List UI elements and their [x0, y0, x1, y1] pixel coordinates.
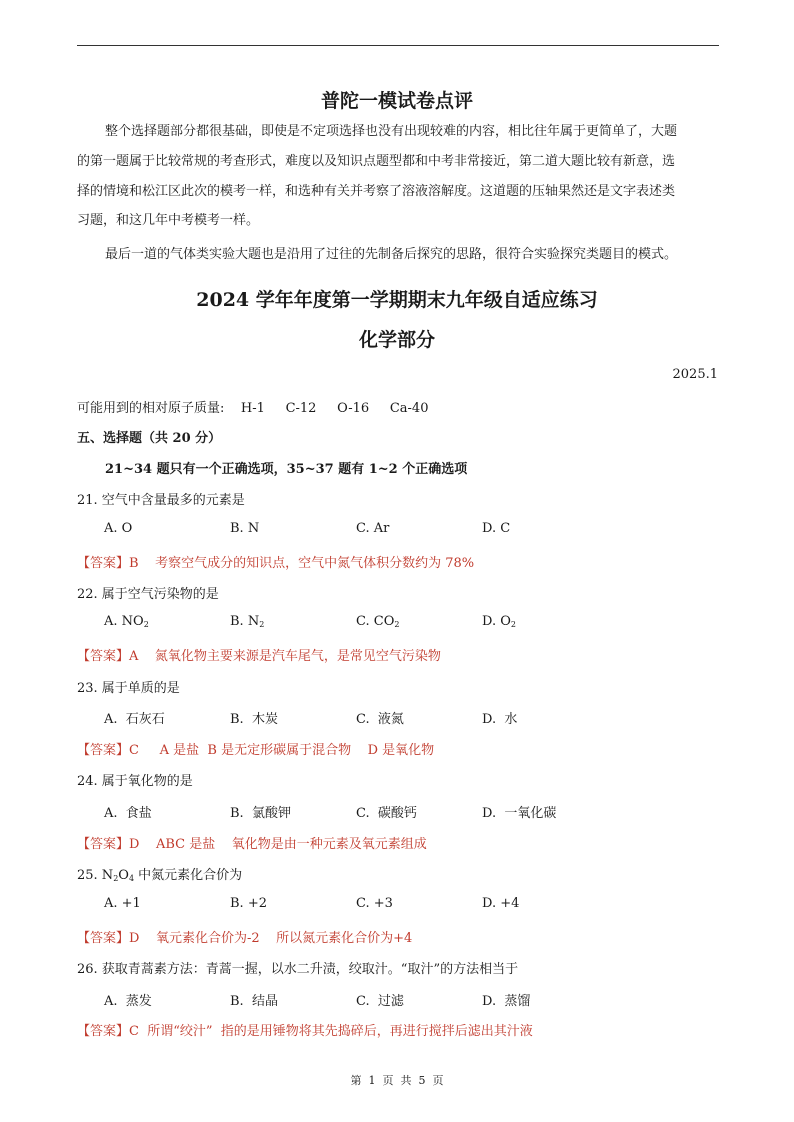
- option-a: A. O: [104, 521, 133, 536]
- question-stem: 23. 属于单质的是: [77, 681, 180, 696]
- option-c: C. Ar: [356, 521, 390, 536]
- option-a: A. 蒸发: [104, 994, 152, 1009]
- question-stem: 22. 属于空气污染物的是: [77, 587, 219, 602]
- option-c: C. 碳酸钙: [356, 806, 417, 821]
- option-d: D. C: [482, 521, 511, 536]
- option-a: A. $NO_2$: [104, 614, 149, 629]
- option-c: C. $CO_2$: [356, 614, 400, 629]
- option-d: D. +4: [482, 896, 520, 911]
- answer-line: 【答案】A 氮氧化物主要来源是汽车尾气，是常见空气污染物: [77, 649, 441, 664]
- section-title: 五、选择题（共 20 分）: [77, 431, 222, 446]
- atomic-mass-line: 可能用到的相对原子质量: H-1 C-12 O-16 Ca-40: [77, 401, 429, 416]
- review-line-1: 整个选择题部分都很基础，即使是不定项选择也没有出现较难的内容，相比往年属于更简单了，大题: [105, 124, 678, 139]
- section-note: 21~34 题只有一个正确选项，35~37 题有 1~2 个正确选项: [105, 462, 468, 477]
- answer-line: 【答案】C 所谓“绞汁” 指的是用锤物将其先捣碎后，再进行搅拌后滤出其汁液: [77, 1024, 533, 1039]
- option-b: B. 结晶: [230, 994, 278, 1009]
- question-stem: 21. 空气中含量最多的元素是: [77, 493, 245, 508]
- review-title: 普陀一模试卷点评: [320, 90, 473, 112]
- option-a: A. 食盐: [104, 806, 152, 821]
- exam-title: 2024 学年年度第一学期期末九年级自适应练习: [196, 289, 598, 311]
- option-b: B. 氯酸钾: [230, 806, 291, 821]
- option-a: A. +1: [104, 896, 141, 911]
- option-d: D. 一氧化碳: [482, 806, 557, 821]
- question-stem: 24. 属于氧化物的是: [77, 774, 193, 789]
- option-c: C. 过滤: [356, 994, 404, 1009]
- option-d: D. 蒸馏: [482, 994, 531, 1009]
- review-line-3: 择的情境和松江区此次的模考一样，和选种有关并考察了溶液溶解度。这道题的压轴果然还是文字表述类: [77, 184, 676, 199]
- option-c: C. +3: [356, 896, 393, 911]
- review-line-4: 习题，和这几年中考模考一样。: [77, 213, 260, 228]
- exam-subtitle: 化学部分: [358, 329, 435, 351]
- option-d: D. $O_2$: [482, 614, 516, 629]
- option-b: B. N: [230, 521, 260, 536]
- question-stem: 25. $N_2O_4$ 中氮元素化合价为: [77, 868, 243, 883]
- answer-line: 【答案】C A 是盐 B 是无定形碳属于混合物 D 是氧化物: [77, 743, 435, 758]
- option-b: B. +2: [230, 896, 267, 911]
- answer-line: 【答案】D ABC 是盐 氧化物是由一种元素及氧元素组成: [77, 837, 427, 852]
- option-b: B. $N_2$: [230, 614, 265, 629]
- header-rule: [77, 45, 719, 46]
- option-d: D. 水: [482, 712, 518, 727]
- option-c: C. 液氮: [356, 712, 404, 727]
- option-b: B. 木炭: [230, 712, 278, 727]
- option-a: A. 石灰石: [104, 712, 165, 727]
- exam-date: 2025.1: [672, 367, 718, 382]
- review-line-2: 的第一题属于比较常规的考查形式，难度以及知识点题型都和中考非常接近，第二道大题比较有新意，选: [77, 154, 676, 169]
- review-paragraph-2: 最后一道的气体类实验大题也是沿用了过往的先制备后探究的思路，很符合实验探究类题目的模式。: [105, 247, 678, 262]
- answer-line: 【答案】D 氧元素化合价为-2 所以氮元素化合价为+4: [77, 931, 413, 946]
- answer-line: 【答案】B 考察空气成分的知识点，空气中氮气体积分数约为 78%: [77, 556, 475, 571]
- question-stem: 26. 获取青蒿素方法：青蒿一握，以水二升渍，绞取汁。“取汁”的方法相当于: [77, 962, 519, 977]
- page-footer: 第 1 页 共 5 页: [350, 1074, 444, 1087]
